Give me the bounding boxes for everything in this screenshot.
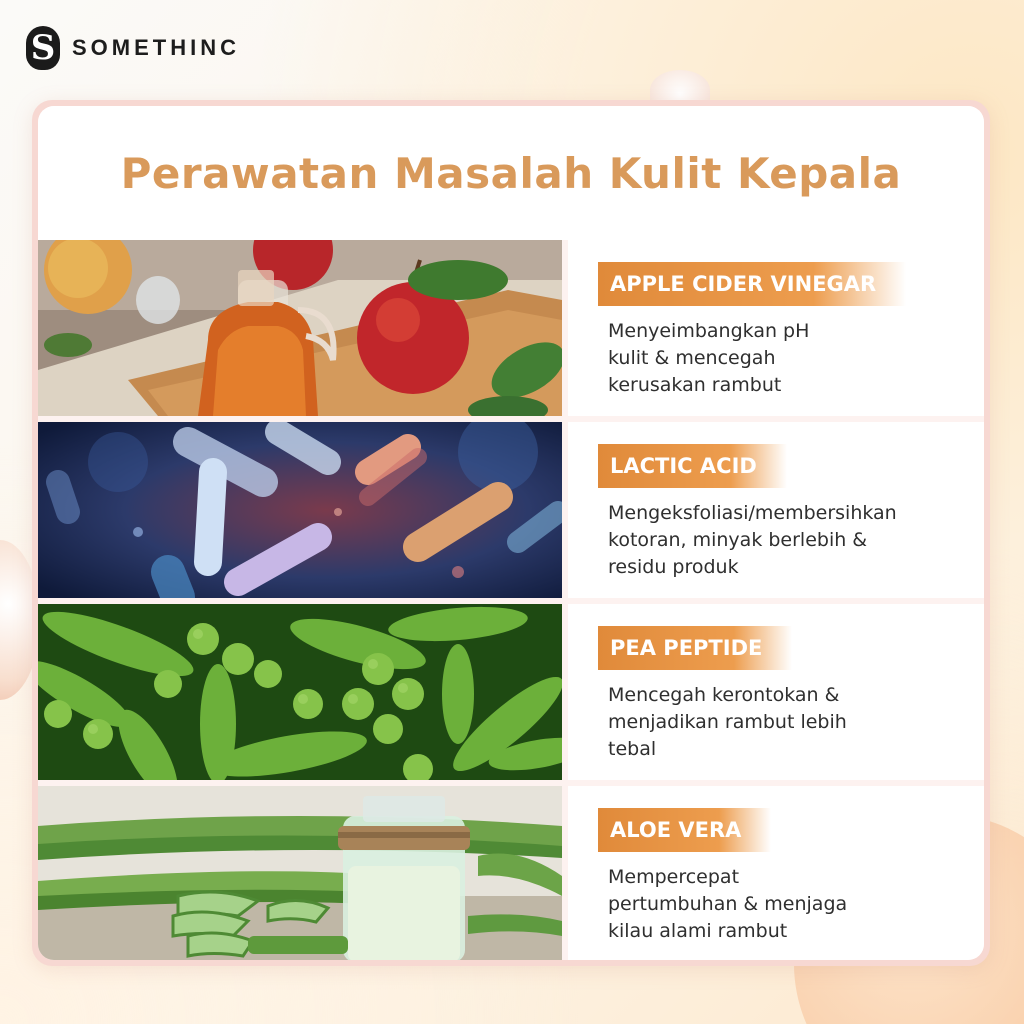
ingredient-card [32, 100, 990, 966]
brand-name: SOMETHINC [72, 35, 240, 60]
ingredient-info [568, 786, 984, 960]
ingredient-row-apple-cider-vinegar [38, 240, 984, 416]
ingredient-row-lactic-acid [38, 422, 984, 598]
ingredient-name-badge: APPLE CIDER VINEGAR [598, 262, 906, 306]
ingredient-row-pea-peptide [38, 604, 984, 780]
ingredient-name-badge: PEA PEPTIDE [598, 626, 792, 670]
apple-cider-vinegar-photo [38, 240, 562, 416]
aloe-vera-photo [38, 786, 562, 960]
ingredient-info [568, 422, 984, 598]
ingredient-description: Mempercepat pertumbuhan & menjaga kilau alami rambut [608, 866, 848, 942]
ingredient-name-badge: LACTIC ACID [598, 444, 787, 488]
ingredient-row-aloe-vera [38, 786, 984, 960]
ingredient-description: Menyeimbangkan pH kulit & mencegah kerusakan rambut [608, 320, 810, 396]
green-peas-photo [38, 604, 562, 780]
ingredient-description: Mengeksfoliasi/membersihkan kotoran, minyak berlebih & residu produk [608, 502, 897, 578]
page-title: Perawatan Masalah Kulit Kepala [120, 148, 902, 198]
logo-mark-icon: S [26, 26, 60, 70]
ingredient-description: Mencegah kerontokan & menjadikan rambut lebih tebal [608, 684, 847, 760]
title-box [38, 106, 984, 240]
ingredient-info [568, 240, 984, 416]
ingredient-name-badge: ALOE VERA [598, 808, 771, 852]
bacteria-photo [38, 422, 562, 598]
brand-logo [26, 26, 240, 70]
ingredient-info [568, 604, 984, 780]
